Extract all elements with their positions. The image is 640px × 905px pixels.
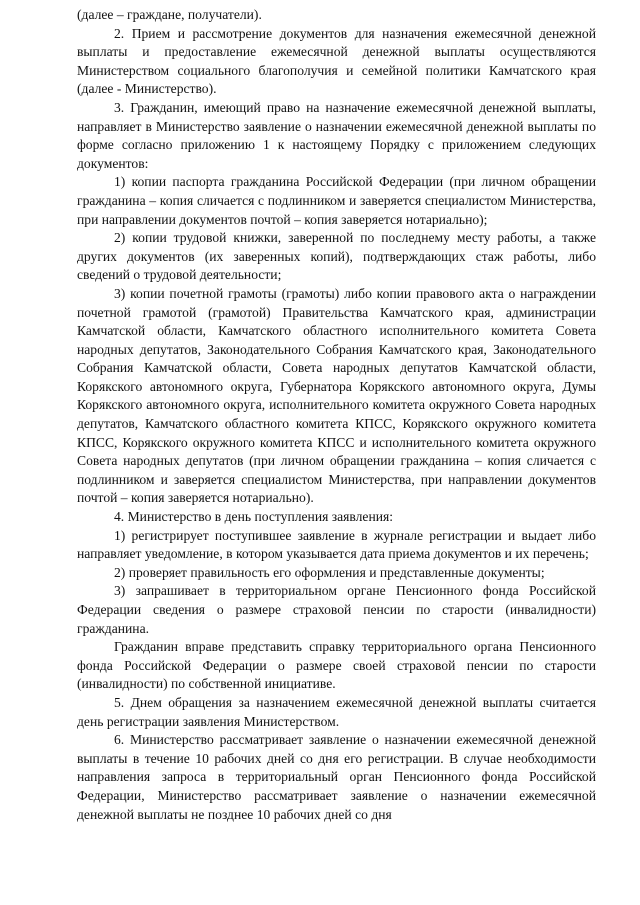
paragraph-citizen-right: Гражданин вправе представить справку территориального органа Пенсионного фонда Российской Федерации о размере своей страховой пенсии по старости (инвалидности) по собственной инициативе.	[77, 639, 596, 692]
paragraph-item-6: 6. Министерство рассматривает заявление о назначении ежемесячной денежной выплаты в течение 10 рабочих дней со дня его регистрации. В случае необходимости направления запроса в территориальный орган Пенсионного фонда Российской Федерации, Министерство рассматривает заявление о назначении ежемесячной денежной выплаты не позднее 10 рабочих дней со дня	[77, 732, 596, 822]
paragraph-subitem-4-2: 2) проверяет правильность его оформления и представленные документы;	[114, 564, 545, 580]
paragraph-item-4: 4. Министерство в день поступления заявления:	[114, 509, 394, 525]
document-page	[77, 6, 596, 824]
paragraph-subitem-3-3: 3) копии почетной грамоты (грамоты) либо копии правового акта о награждении почетной грамотой (грамотой) Правительства Камчатского края, администрации Камчатской области, Камчатского областного исполнительного комитета Совета народных депутатов, Законодательного Собрания Камчатского края, Законодательного Собрания Камчатской области, Совета народных депутатов Камчатской области, Корякского автономного округа, Губернатора Корякского автономного округа, Думы Корякского автономного округа, исполнительного комитета окружного Совета народных депутатов, Камчатского областного комитета КПСС, Корякского окружного комитета КПСС, Корякского окружного комитета КПСС и исполнительного комитета окружного Совета народных депутатов (при личном обращении гражданина – копия сличается с подлинником и заверяется специалистом Министерства, при направлении документов почтой – копия заверяется нотариально).	[77, 285, 596, 506]
paragraph-item-2: 2. Прием и рассмотрение документов для назначения ежемесячной денежной выплаты и предоставление ежемесячной денежной выплаты осуществляются Министерством социального благополучия и семейной политики Камчатского края (далее - Министерство).	[77, 25, 596, 97]
paragraph-item-5: 5. Днем обращения за назначением ежемесячной денежной выплаты считается день регистрации заявления Министерством.	[77, 694, 596, 729]
paragraph-subitem-3-2: 2) копии трудовой книжки, заверенной по последнему месту работы, а также других документов (их заверенных копий), подтверждающих стаж работы, либо сведений о трудовой деятельности;	[77, 230, 596, 283]
paragraph-subitem-4-3: 3) запрашивает в территориальном органе Пенсионного фонда Российской Федерации сведения о размере страховой пенсии по старости (инвалидности) гражданина.	[77, 583, 596, 636]
paragraph-subitem-4-1: 1) регистрирует поступившее заявление в журнале регистрации и выдает либо направляет уведомление, в котором указывается дата приема документов и их перечень;	[77, 527, 596, 562]
paragraph-subitem-3-1: 1) копии паспорта гражданина Российской Федерации (при личном обращении гражданина – копия сличается с подлинником и заверяется специалистом Министерства, при направлении документов почтой – копия заверяется нотариально);	[77, 174, 596, 227]
paragraph-continuation: (далее – граждане, получатели).	[77, 7, 262, 22]
paragraph-item-3: 3. Гражданин, имеющий право на назначение ежемесячной денежной выплаты, направляет в Министерство заявление о назначении ежемесячной денежной выплаты по форме согласно приложению 1 к настоящему Порядку с приложением следующих документов:	[77, 99, 596, 171]
